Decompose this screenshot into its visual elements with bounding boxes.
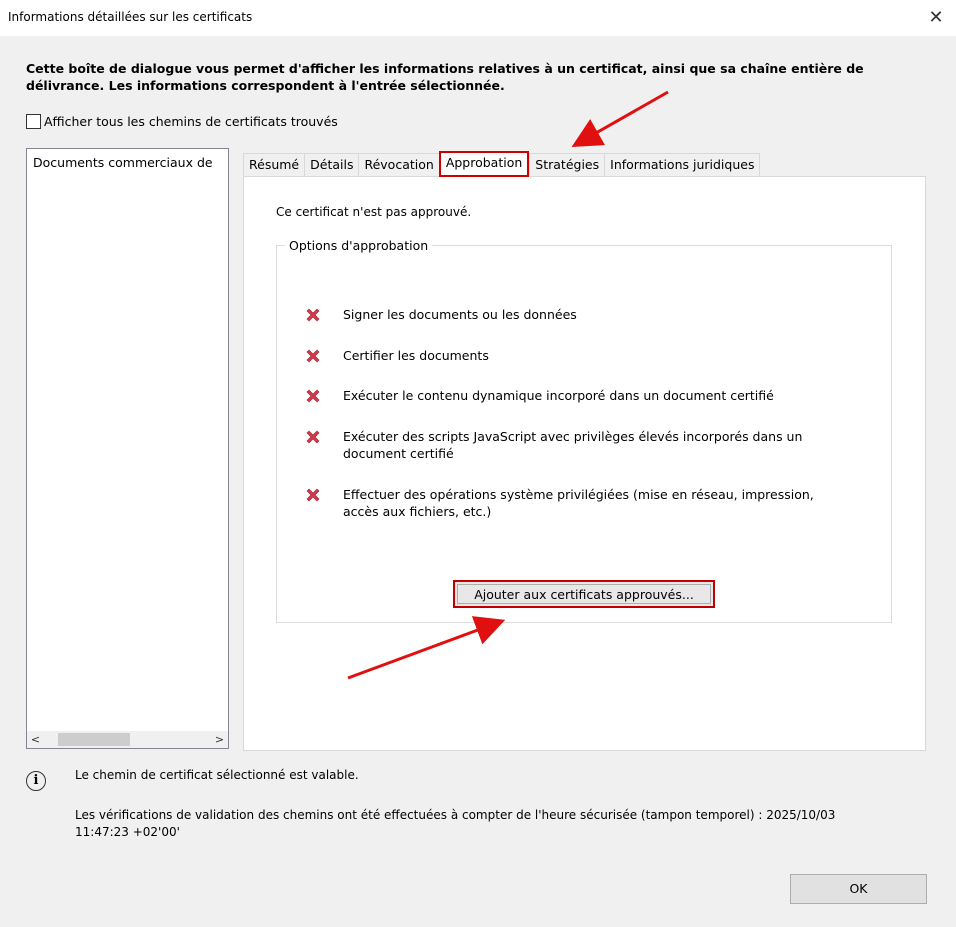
x-icon: [305, 307, 321, 323]
approval-options-group: [276, 238, 892, 623]
option-label: Effectuer des opérations système privilégiées (mise en réseau, impression, accès aux fichiers, etc.): [343, 487, 814, 519]
x-icon: [305, 429, 321, 445]
scroll-left-icon[interactable]: <: [30, 733, 41, 746]
option-certify: [305, 347, 853, 364]
tab-details[interactable]: Détails: [304, 153, 358, 177]
close-icon[interactable]: ✕: [928, 7, 944, 28]
scroll-thumb[interactable]: [58, 733, 130, 746]
option-system-ops: [305, 486, 853, 520]
show-all-paths-label[interactable]: Afficher tous les chemins de certificats trouvés: [44, 114, 338, 129]
certificate-tree[interactable]: [26, 148, 229, 749]
info-icon: i: [26, 771, 46, 791]
tree-item[interactable]: Documents commerciaux de: [33, 155, 213, 170]
add-to-approved-label[interactable]: Ajouter aux certificats approuvés...: [457, 584, 711, 604]
validation-note: Les vérifications de validation des chemins ont été effectuées à compter de l'heure sécurisée (tampon temporel) : 2025/10/03 11:47:23 +02'00': [75, 808, 836, 839]
path-valid-text: Le chemin de certificat sélectionné est valable.: [75, 768, 359, 782]
tab-strategies[interactable]: Stratégies: [529, 153, 604, 177]
arrow-to-tab: [582, 92, 668, 141]
option-label: Certifier les documents: [343, 348, 489, 363]
scroll-right-icon[interactable]: >: [214, 733, 225, 746]
show-all-paths-row[interactable]: [26, 114, 338, 129]
x-icon: [305, 348, 321, 364]
option-label: Exécuter le contenu dynamique incorporé dans un document certifié: [343, 388, 774, 403]
title-bar: [0, 0, 956, 36]
option-javascript: [305, 428, 853, 462]
group-title: Options d'approbation: [285, 238, 432, 253]
ok-button[interactable]: OK: [790, 874, 927, 904]
option-label: Exécuter des scripts JavaScript avec privilèges élevés incorporés dans un document certifié: [343, 429, 803, 461]
window-title: Informations détaillées sur les certificats: [8, 10, 253, 24]
x-icon: [305, 388, 321, 404]
horizontal-scrollbar[interactable]: [27, 731, 228, 748]
option-dynamic-content: [305, 387, 853, 404]
option-sign: [305, 306, 853, 323]
add-to-approved-button[interactable]: [453, 580, 715, 608]
approval-status: Ce certificat n'est pas approuvé.: [276, 205, 472, 219]
x-icon: [305, 487, 321, 503]
option-label: Signer les documents ou les données: [343, 307, 577, 322]
tab-bar: [243, 152, 760, 177]
tab-approbation[interactable]: Approbation: [439, 151, 529, 177]
tab-resume[interactable]: Résumé: [243, 153, 304, 177]
tab-revocation[interactable]: Révocation: [358, 153, 438, 177]
show-all-paths-checkbox[interactable]: [26, 114, 41, 129]
intro-text: Cette boîte de dialogue vous permet d'afficher les informations relatives à un certificat, ainsi que sa chaîne entière de délivrance. Les informations correspondent à l'entrée sélectionnée.: [26, 61, 864, 93]
tab-legal-info[interactable]: Informations juridiques: [604, 153, 760, 177]
approval-panel: [243, 176, 926, 751]
